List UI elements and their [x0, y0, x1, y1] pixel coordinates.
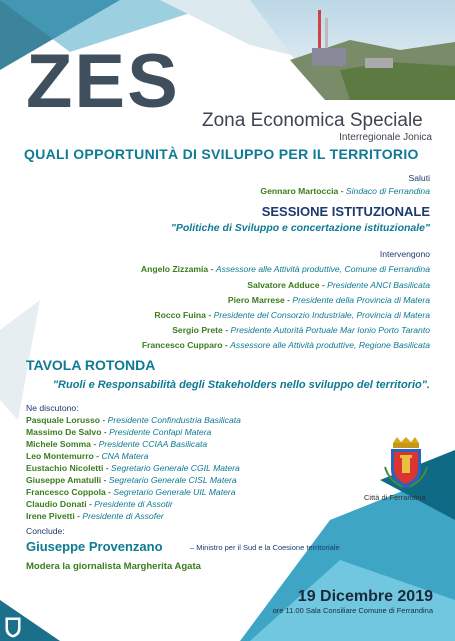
speaker-name: Pasquale Lorusso — [26, 415, 101, 425]
speaker-role: Sindaco di Ferrandina — [345, 186, 430, 196]
intervengono-label: Intervengono — [379, 249, 430, 259]
bottom-logo-icon — [4, 616, 22, 638]
saluti-label: Saluti — [408, 173, 430, 183]
ne-discutono-label: Ne discutono: — [26, 403, 79, 413]
ferrandina-crest-icon — [381, 437, 431, 489]
sessione-title: SESSIONE ISTITUZIONALE — [261, 204, 430, 219]
speaker-row: Angelo Zizzamia - Assessore alle Attività produttive, Comune di Ferrandina — [140, 264, 430, 274]
discussant-row: Irene Pivetti - Presidente di Assofer — [26, 511, 164, 521]
interregionale-subtitle: Interregionale Jonica — [339, 132, 432, 143]
discussant-row: Claudio Donati - Presidente di Assotir — [26, 499, 173, 509]
speaker-role: Segretario Generale CGIL Matera — [111, 463, 240, 473]
discussant-row: Pasquale Lorusso - Presidente Confindustria Basilicata — [26, 415, 241, 425]
crest-label: Città di Ferrandina — [364, 493, 426, 502]
speaker-name: Francesco Coppola — [26, 487, 106, 497]
speaker-role: Assessore alle Attività produttive, Comune di Ferrandina — [215, 264, 430, 274]
speaker-role: Assessore alle Attività produttive, Regione Basilicata — [230, 340, 430, 350]
speaker-role: Presidente Confapi Matera — [109, 427, 212, 437]
discussant-row: Eustachio Nicoletti - Segretario Generale CGIL Matera — [26, 463, 240, 473]
landscape-photo — [230, 0, 455, 100]
speaker-role: CNA Matera — [101, 451, 149, 461]
speaker-name: Gennaro Martoccia — [260, 186, 339, 196]
speaker-name: Francesco Cupparo — [141, 340, 223, 350]
conclude-label: Conclude: — [26, 526, 65, 536]
speaker-role: Presidente CCIAA Basilicata — [98, 439, 208, 449]
zona-economica-title: Zona Economica Speciale — [202, 110, 423, 131]
speaker-name: Leo Montemurro — [26, 451, 94, 461]
minister-name: Giuseppe Provenzano — [26, 539, 163, 554]
speaker-name: Piero Marrese — [227, 295, 285, 305]
speaker-role: Presidente di Assofer — [82, 511, 164, 521]
speaker-name: Irene Pivetti — [26, 511, 75, 521]
speaker-name: Eustachio Nicoletti — [26, 463, 104, 473]
speaker-name: Giuseppe Amatulli — [26, 475, 102, 485]
speaker-row: Salvatore Adduce - Presidente ANCI Basilicata — [247, 280, 430, 290]
speaker-name: Massimo De Salvo — [26, 427, 102, 437]
speaker-row: Francesco Cupparo - Assessore alle Attività produttive, Regione Basilicata — [141, 340, 430, 350]
speaker-row: Piero Marrese - Presidente della Provincia di Matera — [227, 295, 430, 305]
headline: QUALI OPPORTUNITÀ DI SVILUPPO PER IL TERRITORIO — [24, 146, 419, 162]
speaker-role: Presidente della Provincia di Matera — [292, 295, 430, 305]
speaker-name: Rocco Fuina — [154, 310, 206, 320]
sessione-subtitle: "Politiche di Sviluppo e concertazione istituzionale" — [170, 222, 430, 234]
speaker-name: Angelo Zizzamia — [140, 264, 209, 274]
speaker-role: Presidente ANCI Basilicata — [327, 280, 430, 290]
moderator-line: Modera la giornalista Margherita Agata — [26, 561, 201, 572]
speaker-role: Presidente Autorità Portuale Mar Ionio Porto Taranto — [230, 325, 430, 335]
speaker-row: Rocco Fuina - Presidente del Consorzio Industriale, Provincia di Matera — [154, 310, 430, 320]
speaker-row: Sergio Prete - Presidente Autorità Portuale Mar Ionio Porto Taranto — [172, 325, 430, 335]
minister-role-text: Ministro per il Sud e la Coesione territoriale — [196, 543, 340, 552]
speaker-role: Presidente di Assotir — [94, 499, 173, 509]
speaker-role: Presidente Confindustria Basilicata — [107, 415, 241, 425]
discussant-row: Francesco Coppola - Segretario Generale UIL Matera — [26, 487, 236, 497]
tavola-subtitle: "Ruoli e Responsabilità degli Stakeholders nello sviluppo del territorio". — [52, 379, 430, 391]
discussant-row: Michele Somma - Presidente CCIAA Basilicata — [26, 439, 208, 449]
saluti-speaker: Gennaro Martoccia - Sindaco di Ferrandina — [260, 186, 430, 196]
speaker-name: Michele Somma — [26, 439, 91, 449]
event-date: 19 Dicembre 2019 — [297, 588, 433, 605]
discussant-row: Leo Montemurro - CNA Matera — [26, 451, 149, 461]
tavola-title: TAVOLA ROTONDA — [26, 357, 156, 373]
speaker-name: Sergio Prete — [172, 325, 223, 335]
zes-title: ZES — [26, 39, 180, 124]
discussant-row: Giuseppe Amatulli - Segretario Generale CISL Matera — [26, 475, 237, 485]
speaker-role: Presidente del Consorzio Industriale, Provincia di Matera — [213, 310, 430, 320]
speaker-role: Segretario Generale UIL Matera — [113, 487, 236, 497]
speaker-name: Claudio Donati — [26, 499, 87, 509]
minister-role: – Ministro per il Sud e la Coesione territoriale — [190, 543, 340, 552]
speaker-role: Segretario Generale CISL Matera — [108, 475, 237, 485]
discussant-row: Massimo De Salvo - Presidente Confapi Matera — [26, 427, 212, 437]
event-venue: ore 11.00 Sala Consiliare Comune di Ferrandina — [272, 606, 433, 615]
speaker-name: Salvatore Adduce — [247, 280, 320, 290]
